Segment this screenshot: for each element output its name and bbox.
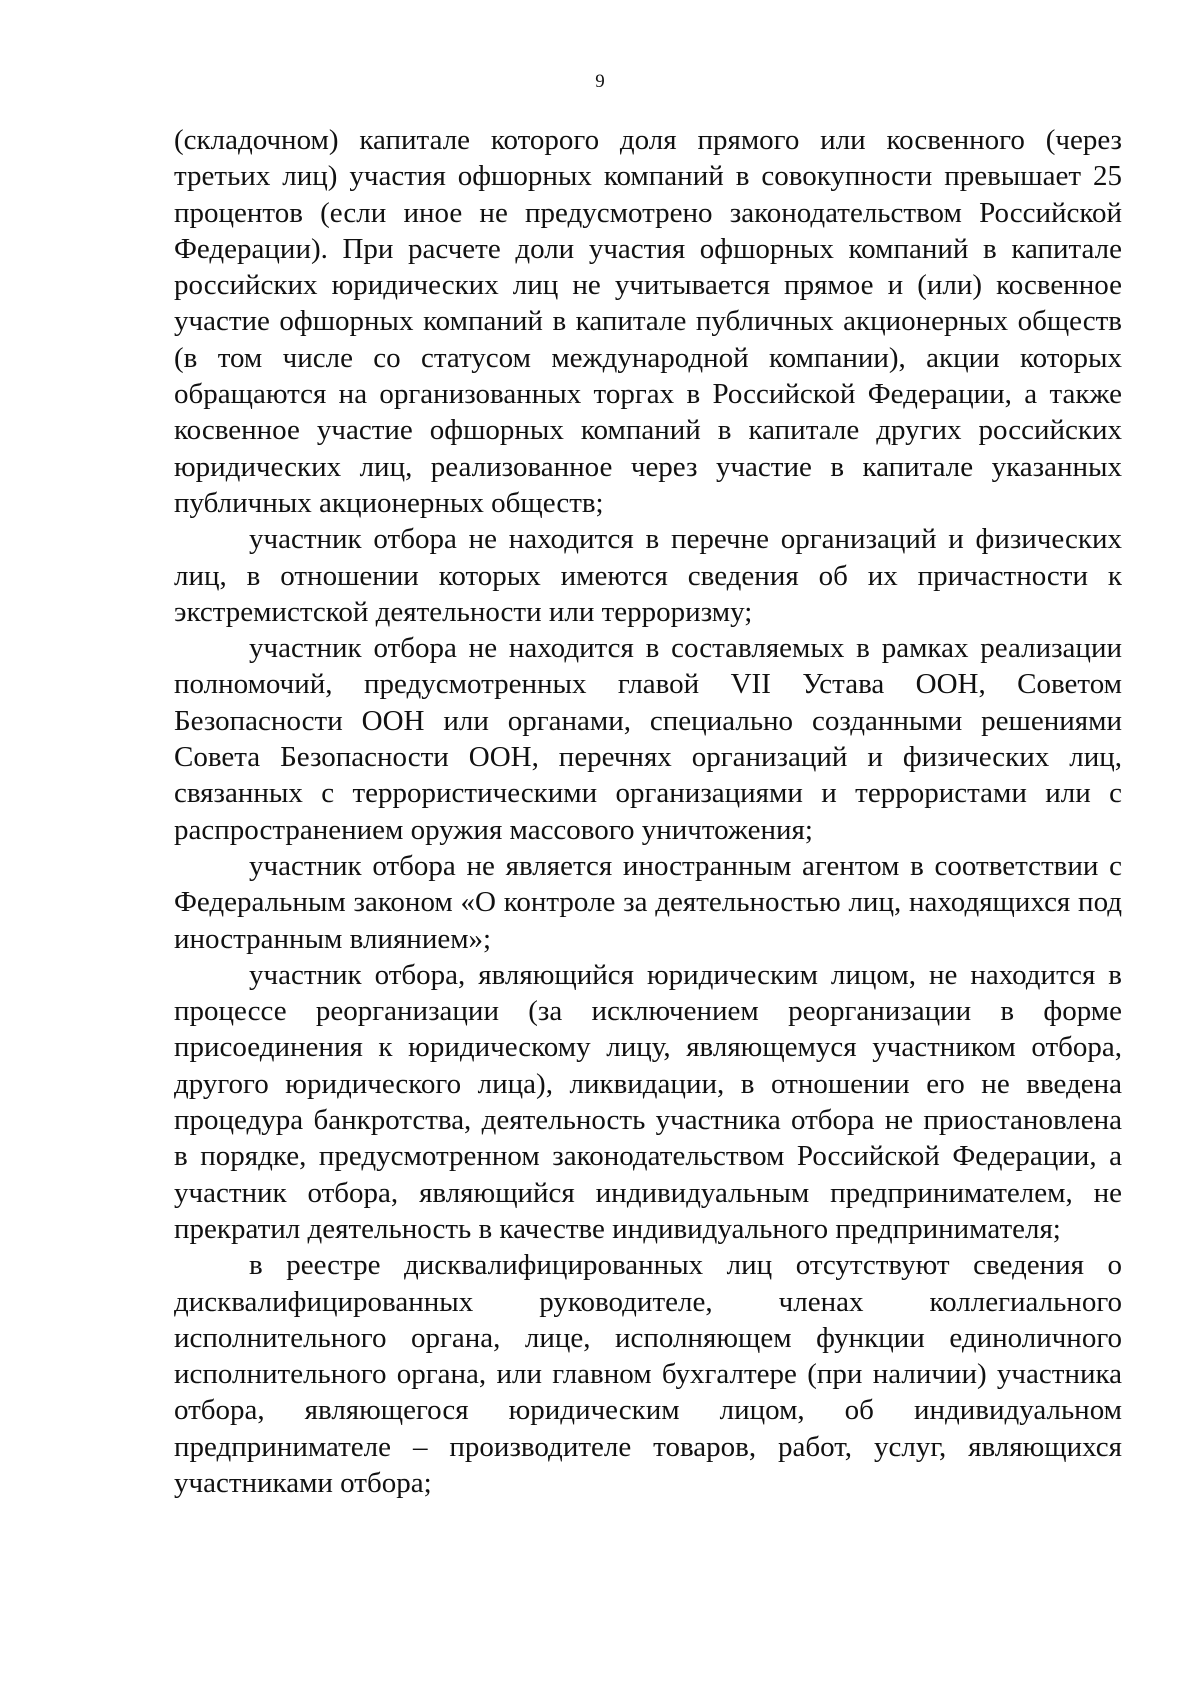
paragraph-continuation: (складочном) капитале которого доля прямого или косвенного (через третьих лиц) участия офшорных компаний в совокупности превышает 25 процентов (если иное не предусмотрено законодательством Российской Федерации). При расчете доли участия офшорных компаний в капитале российских юридических лиц не учитывается прямое и (или) косвенное участие офшорных компаний в капитале публичных акционерных обществ (в том числе со статусом международной компании), акции которых обращаются на организованных торгах в Российской Федерации, а также косвенное участие офшорных компаний в капитале других российских юридических лиц, реализованное через участие в капитале указанных публичных акционерных обществ; [174, 124, 1122, 519]
page-number: 9 [595, 71, 605, 92]
paragraph-un-sanctions-list: участник отбора не находится в составляемых в рамках реализации полномочий, предусмотренных главой VII Устава ООН, Советом Безопасности ООН или органами, специально созданными решениями Совета Безопасности ООН, перечнях организаций и физических лиц, связанных с террористическими организациями и террористами или с распространением оружия массового уничтожения; [174, 632, 1122, 846]
document-body [174, 122, 1122, 1501]
paragraph-extremism-list: участник отбора не находится в перечне организаций и физических лиц, в отношении которых имеются сведения об их причастности к экстремистской деятельности или терроризму; [174, 523, 1122, 628]
paragraph-foreign-agent: участник отбора не является иностранным агентом в соответствии с Федеральным законом «О контроле за деятельностью лиц, находящихся под иностранным влиянием»; [174, 849, 1122, 955]
paragraph-reorganization: участник отбора, являющийся юридическим лицом, не находится в процессе реорганизации (за исключением реорганизации в форме присоединения к юридическому лицу, являющемуся участником отбора, другого юридического лица), ликвидации, в отношении его не введена процедура банкротства, деятельность участника отбора не приостановлена в порядке, предусмотренном законодательством Российской Федерации, а участник отбора, являющийся индивидуальным предпринимателем, не прекратил деятельность в качестве индивидуального предпринимателя; [174, 958, 1122, 1245]
paragraph-disqualified-persons: в реестре дисквалифицированных лиц отсутствуют сведения о дисквалифицированных руководителе, членах коллегиального исполнительного органа, лице, исполняющем функции единоличного исполнительного органа, или главном бухгалтере (при наличии) участника отбора, являющегося юридическим лицом, об индивидуальном предпринимателе – производителе товаров, работ, услуг, являющихся участниками отбора; [174, 1249, 1122, 1499]
